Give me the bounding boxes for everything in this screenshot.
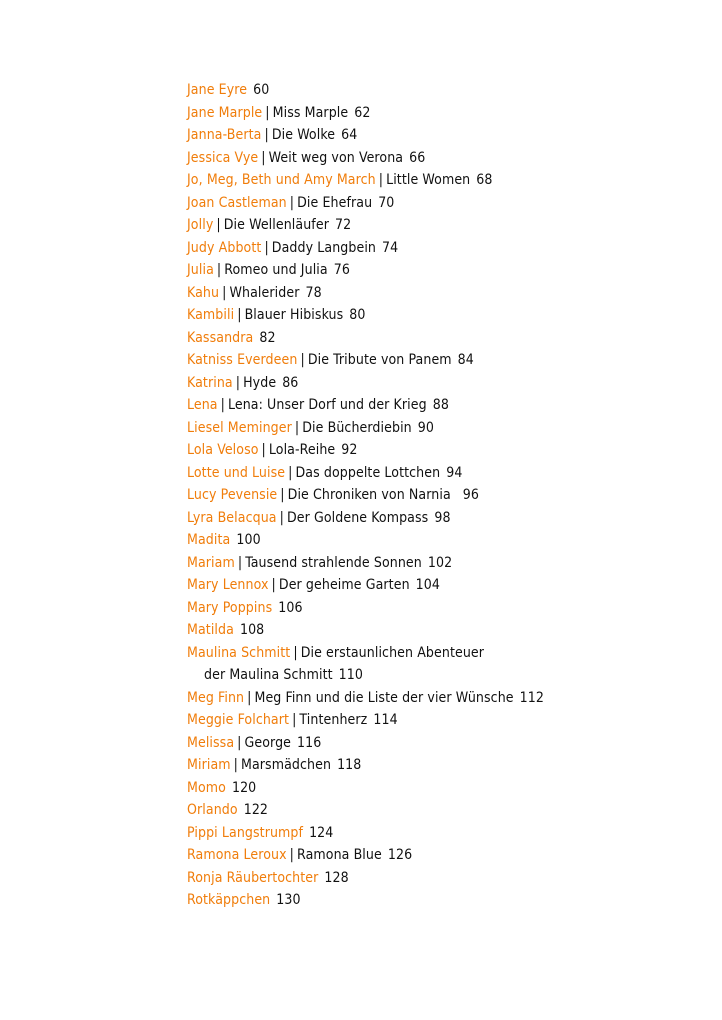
index-entry [187, 844, 544, 867]
page-number: 72 [334, 217, 352, 233]
book-title: Whalerider [229, 284, 300, 301]
book-title: Der geheime Garten [278, 577, 410, 593]
index-entry [187, 552, 544, 575]
separator: | [271, 577, 276, 593]
separator: | [220, 397, 225, 413]
book-title: Ramona Blue [297, 847, 382, 863]
character-name: Jane Marple [187, 104, 263, 121]
character-name: Lotte und Luise [187, 464, 286, 481]
index-entry [187, 124, 544, 147]
character-name: Joan Castleman [187, 194, 287, 211]
page-number: 88 [432, 397, 449, 413]
index-entry [187, 192, 544, 215]
page-number: 112 [519, 689, 544, 706]
character-name: Kahu [187, 284, 220, 301]
book-title: Die Tribute von Panem [307, 352, 452, 368]
index-entry [187, 822, 544, 845]
character-name: Jolly [187, 217, 214, 233]
separator: | [289, 194, 295, 211]
page-number: 80 [349, 307, 366, 323]
separator: | [294, 419, 300, 436]
page-number: 106 [278, 599, 303, 616]
page-number: 66 [409, 149, 426, 166]
page-number: 104 [415, 577, 440, 593]
index-entry [187, 754, 544, 777]
separator: | [261, 149, 266, 166]
index-entry [187, 732, 544, 755]
index-entry [187, 484, 544, 507]
character-name: Ramona Leroux [187, 847, 287, 863]
character-name: Kambili [187, 307, 235, 323]
page-number: 96 [462, 487, 480, 503]
character-name: Meggie Folchart [187, 712, 290, 728]
character-index-list [187, 79, 544, 912]
index-entry [187, 529, 544, 552]
book-title: Die Bücherdiebin [302, 419, 412, 436]
character-name: Judy Abbott [187, 239, 262, 256]
character-name: Julia [187, 262, 214, 278]
index-entry [187, 214, 544, 237]
character-name: Ronja Räubertochter [187, 869, 319, 886]
separator: | [264, 127, 269, 143]
page-number: 86 [282, 374, 299, 391]
character-name: Mary Poppins [187, 599, 273, 616]
book-title: Miss Marple [272, 104, 349, 121]
index-entry [187, 799, 544, 822]
page-number: 62 [354, 104, 371, 121]
book-title: der Maulina Schmitt [204, 667, 333, 683]
page-number: 60 [253, 82, 270, 98]
index-entry [187, 282, 544, 305]
character-name: Lena [187, 397, 218, 413]
index-entry [187, 462, 544, 485]
page-number: 120 [231, 779, 257, 796]
page-number: 118 [337, 757, 362, 773]
separator: | [222, 284, 227, 301]
character-name: Matilda [187, 622, 234, 638]
book-title: Little Women [386, 172, 471, 188]
index-entry [187, 687, 544, 710]
book-title: Lola-Reihe [268, 442, 336, 458]
book-title: Lena: Unser Dorf und der Krieg [227, 397, 427, 413]
character-name: Lola Veloso [187, 442, 259, 458]
character-name: Janna-Berta [187, 127, 262, 143]
character-name: Kassandra [187, 329, 254, 346]
separator: | [237, 734, 242, 751]
book-title: Weit weg von Verona [268, 149, 404, 166]
separator: | [265, 104, 270, 121]
index-entry [187, 574, 544, 597]
index-entry [187, 259, 544, 282]
character-name: Orlando [187, 802, 238, 818]
index-entry [187, 372, 544, 395]
character-name: Pippi Langstrumpf [187, 824, 304, 841]
index-entry [187, 619, 544, 642]
index-entry [187, 709, 544, 732]
page-number: 64 [341, 127, 358, 143]
character-name: Momo [187, 779, 226, 796]
index-entry [187, 642, 544, 665]
index-entry [187, 439, 544, 462]
separator: | [292, 712, 297, 728]
book-title: Der Goldene Kompass [286, 509, 429, 526]
separator: | [378, 172, 384, 188]
page-number: 114 [373, 712, 398, 728]
character-name: Liesel Meminger [187, 419, 292, 436]
page-number: 122 [243, 802, 269, 818]
page-number: 74 [382, 239, 399, 256]
character-name: Melissa [187, 734, 235, 751]
book-title: George [244, 734, 292, 751]
separator: | [216, 262, 222, 278]
character-name: Jane Eyre [187, 82, 248, 98]
character-name: Lyra Belacqua [187, 509, 277, 526]
separator: | [247, 689, 252, 706]
book-title: Meg Finn und die Liste der vier Wünsche [254, 689, 514, 706]
character-name: Katniss Everdeen [187, 352, 298, 368]
page-number: 92 [341, 442, 358, 458]
character-name: Jessica Vye [187, 149, 259, 166]
index-entry [187, 417, 544, 440]
book-title: Hyde [243, 374, 277, 391]
page-number: 128 [324, 869, 349, 886]
index-entry [187, 169, 544, 192]
page-number: 126 [387, 847, 413, 863]
character-name: Mariam [187, 554, 235, 571]
separator: | [237, 307, 242, 323]
book-title: Blauer Hibiskus [244, 307, 344, 323]
page-number: 110 [338, 667, 363, 683]
character-name: Meg Finn [187, 689, 245, 706]
page-number: 84 [457, 352, 474, 368]
book-title: Marsmädchen [241, 757, 332, 773]
page-number: 68 [476, 172, 493, 188]
index-entry [187, 394, 544, 417]
separator: | [216, 217, 221, 233]
index-entry [187, 147, 544, 170]
separator: | [235, 374, 241, 391]
book-title: Tausend strahlende Sonnen [245, 554, 422, 571]
page-number: 130 [276, 892, 301, 908]
separator: | [289, 847, 295, 863]
book-title: Das doppelte Lottchen [295, 464, 441, 481]
index-entry [187, 102, 544, 125]
separator: | [279, 509, 284, 526]
book-title: Die Wolke [271, 127, 336, 143]
separator: | [261, 442, 266, 458]
character-name: Madita [187, 532, 231, 548]
page-number: 100 [236, 532, 261, 548]
page-number: 90 [417, 419, 434, 436]
index-entry [187, 867, 544, 890]
index-entry [187, 349, 544, 372]
index-entry [187, 777, 544, 800]
page-number: 102 [427, 554, 453, 571]
index-entry [187, 237, 544, 260]
index-entry [187, 889, 544, 912]
index-entry [187, 507, 544, 530]
character-name: Jo, Meg, Beth und Amy March [187, 172, 376, 188]
page-number: 108 [239, 622, 265, 638]
page-number: 124 [309, 824, 334, 841]
separator: | [237, 554, 243, 571]
character-name: Maulina Schmitt [187, 644, 291, 661]
page-number: 98 [434, 509, 451, 526]
book-title: Daddy Langbein [271, 239, 377, 256]
index-entry [187, 304, 544, 327]
character-name: Miriam [187, 757, 231, 773]
page-number: 76 [333, 262, 350, 278]
book-title: Tintenherz [299, 712, 368, 728]
book-title: Die Ehefrau [297, 194, 373, 211]
page-number: 70 [378, 194, 395, 211]
book-title: Die erstaunlichen Abenteuer [300, 644, 485, 661]
character-name: Mary Lennox [187, 577, 269, 593]
book-title: Die Wellenläufer [223, 217, 329, 233]
separator: | [280, 487, 285, 503]
index-entry-continuation [187, 664, 544, 687]
separator: | [288, 464, 293, 481]
separator: | [293, 644, 298, 661]
separator: | [233, 757, 238, 773]
book-title: Romeo und Julia [224, 262, 328, 278]
index-entry [187, 597, 544, 620]
page-number: 94 [446, 464, 463, 481]
page-number: 78 [305, 284, 322, 301]
character-name: Lucy Pevensie [187, 487, 278, 503]
page-number: 116 [297, 734, 322, 751]
character-name: Katrina [187, 374, 233, 391]
character-name: Rotkäppchen [187, 892, 271, 908]
separator: | [264, 239, 269, 256]
book-title: Die Chroniken von Narnia [287, 487, 451, 503]
page-number: 82 [259, 329, 276, 346]
separator: | [300, 352, 305, 368]
index-entry [187, 327, 544, 350]
index-entry [187, 79, 544, 102]
